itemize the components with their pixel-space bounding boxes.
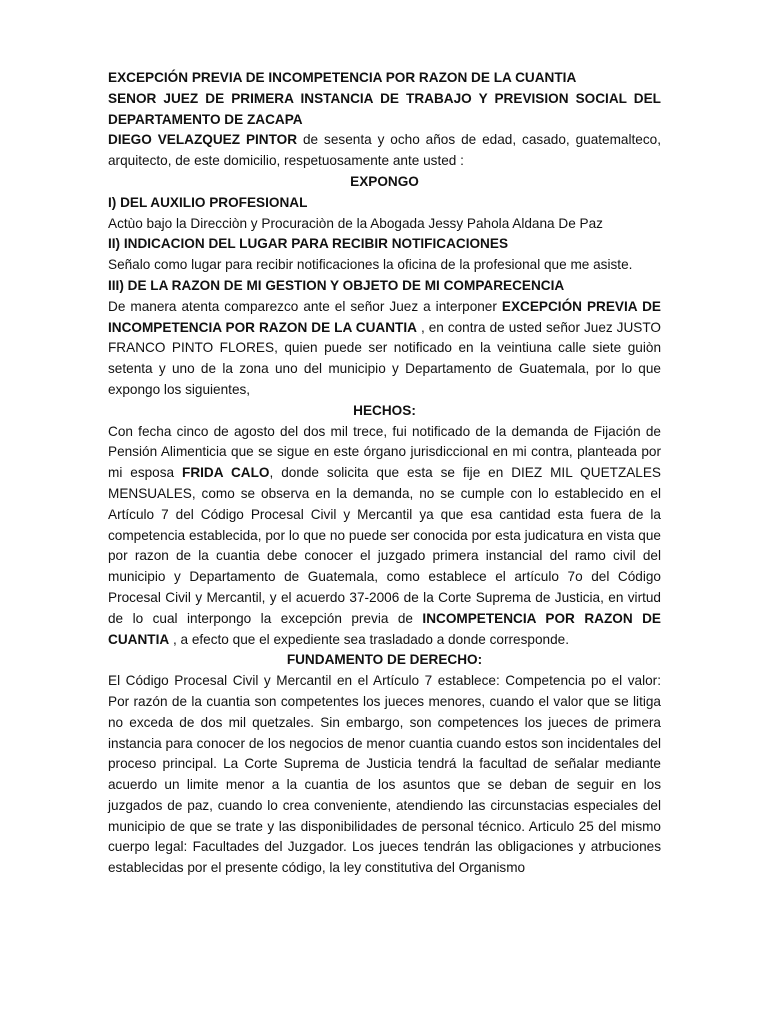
document-title: EXCEPCIÓN PREVIA DE INCOMPETENCIA POR RAZON DE LA CUANTIA (108, 70, 577, 85)
hechos-text-a: Con fecha cinco de agosto del dos mil trece, fui notificado de la demanda de Fijación de Pensión Alimenticia que se sigue en este órgano jurisdiccional en mi contra, planteada por mi esposa (108, 423, 661, 481)
hechos-text-b: , donde solicita que esta se fije en DIEZ MIL QUETZALES MENSUALES, como se observa en la demanda, no se cumple con lo establecido en el Artículo 7 del Código Procesal Civil y Mercantil ya que esa cantidad esta fuera de la competencia establecida, por lo que no puede ser conocida por esta judicatura en vista que por razon de la cuantia debe conocer el juzgado primera instancial del ramo civil del municipio y Departamento de Guatemala, como establece el artículo 7o del Código Procesal Civil y Mercantil, y el acuerdo 37-2006 de la Corte Suprema de Justicia, en virtud de lo cual interpongo la excepción previa de (108, 465, 662, 626)
expongo-heading: EXPONGO (350, 173, 419, 189)
hechos-bold-exception: INCOMPETENCIA POR RAZON DE CUANTIA (108, 610, 661, 647)
intro-text: de sesenta y ocho años de edad, casado, guatemalteco, arquitecto, de este domicilio, respetuosamente ante usted : (108, 132, 661, 169)
hechos-bold-name: FRIDA CALO (182, 465, 270, 481)
hechos-body (108, 422, 661, 651)
section-2-body: Señalo como lugar para recibir notificaciones la oficina de la profesional que me asiste. (108, 257, 633, 273)
intro-paragraph (108, 130, 661, 172)
section-3-text-a: De manera atenta comparezco ante el señor Juez a interponer (108, 298, 502, 314)
addressee-heading: SENOR JUEZ DE PRIMERA INSTANCIA DE TRABAJO Y PREVISION SOCIAL DEL DEPARTAMENTO DE ZACAPA (108, 90, 661, 127)
fundamento-heading: FUNDAMENTO DE DERECHO: (286, 652, 483, 668)
hechos-text-c: , a efecto que el expediente sea trasladado a donde corresponde. (169, 631, 569, 647)
section-3-bold: EXCEPCIÓN PREVIA DE INCOMPETENCIA POR RAZON DE LA CUANTIA (108, 298, 661, 335)
section-3-body (108, 297, 661, 401)
petitioner-name: DIEGO VELAZQUEZ PINTOR (108, 132, 298, 148)
section-3-text-b: , en contra de usted señor Juez JUSTO FRANCO PINTO FLORES, quien puede ser notificado en la veintiuna calle siete guiòn setenta y uno de la zona uno del municipio y Departamento de Guatemala, por lo que expongo los siguientes, (108, 319, 661, 397)
section-1-heading: I) DEL AUXILIO PROFESIONAL (108, 194, 308, 210)
document-page (108, 68, 661, 879)
section-3-heading: III) DE LA RAZON DE MI GESTION Y OBJETO DE MI COMPARECENCIA (108, 277, 565, 293)
section-2-heading: II) INDICACION DEL LUGAR PARA RECIBIR NOTIFICACIONES (108, 236, 509, 252)
fundamento-body: El Código Procesal Civil y Mercantil en el Artículo 7 establece: Competencia po el valor: Por razón de la cuantia son competentes los jueces menores, cuando el valor que se litiga no exceda de dos mil quetzales. Sin embargo, son competences los jueces de primera instancia para conocer de los negocios de menor cuantia cuando estos son incidentales del proceso principal. La Corte Suprema de Justicia tendrá la facultad de señalar mediante acuerdo un limite menor a la cuantia de los asuntos que se deban de seguir en los juzgados de paz, cuando lo crea conveniente, atendiendo las circunstacias especiales del municipio de que se trate y las disponibilidades de personal técnico. Articulo 25 del mismo cuerpo legal: Facultades del Juzgador. Los jueces tendrán las obligaciones y atrbuciones establecidas por el presente código, la ley constitutiva del Organismo (108, 673, 661, 876)
hechos-heading: HECHOS: (353, 402, 416, 418)
section-1-body: Actùo bajo la Direcciòn y Procuraciòn de la Abogada Jessy Pahola Aldana De Paz (108, 215, 603, 231)
